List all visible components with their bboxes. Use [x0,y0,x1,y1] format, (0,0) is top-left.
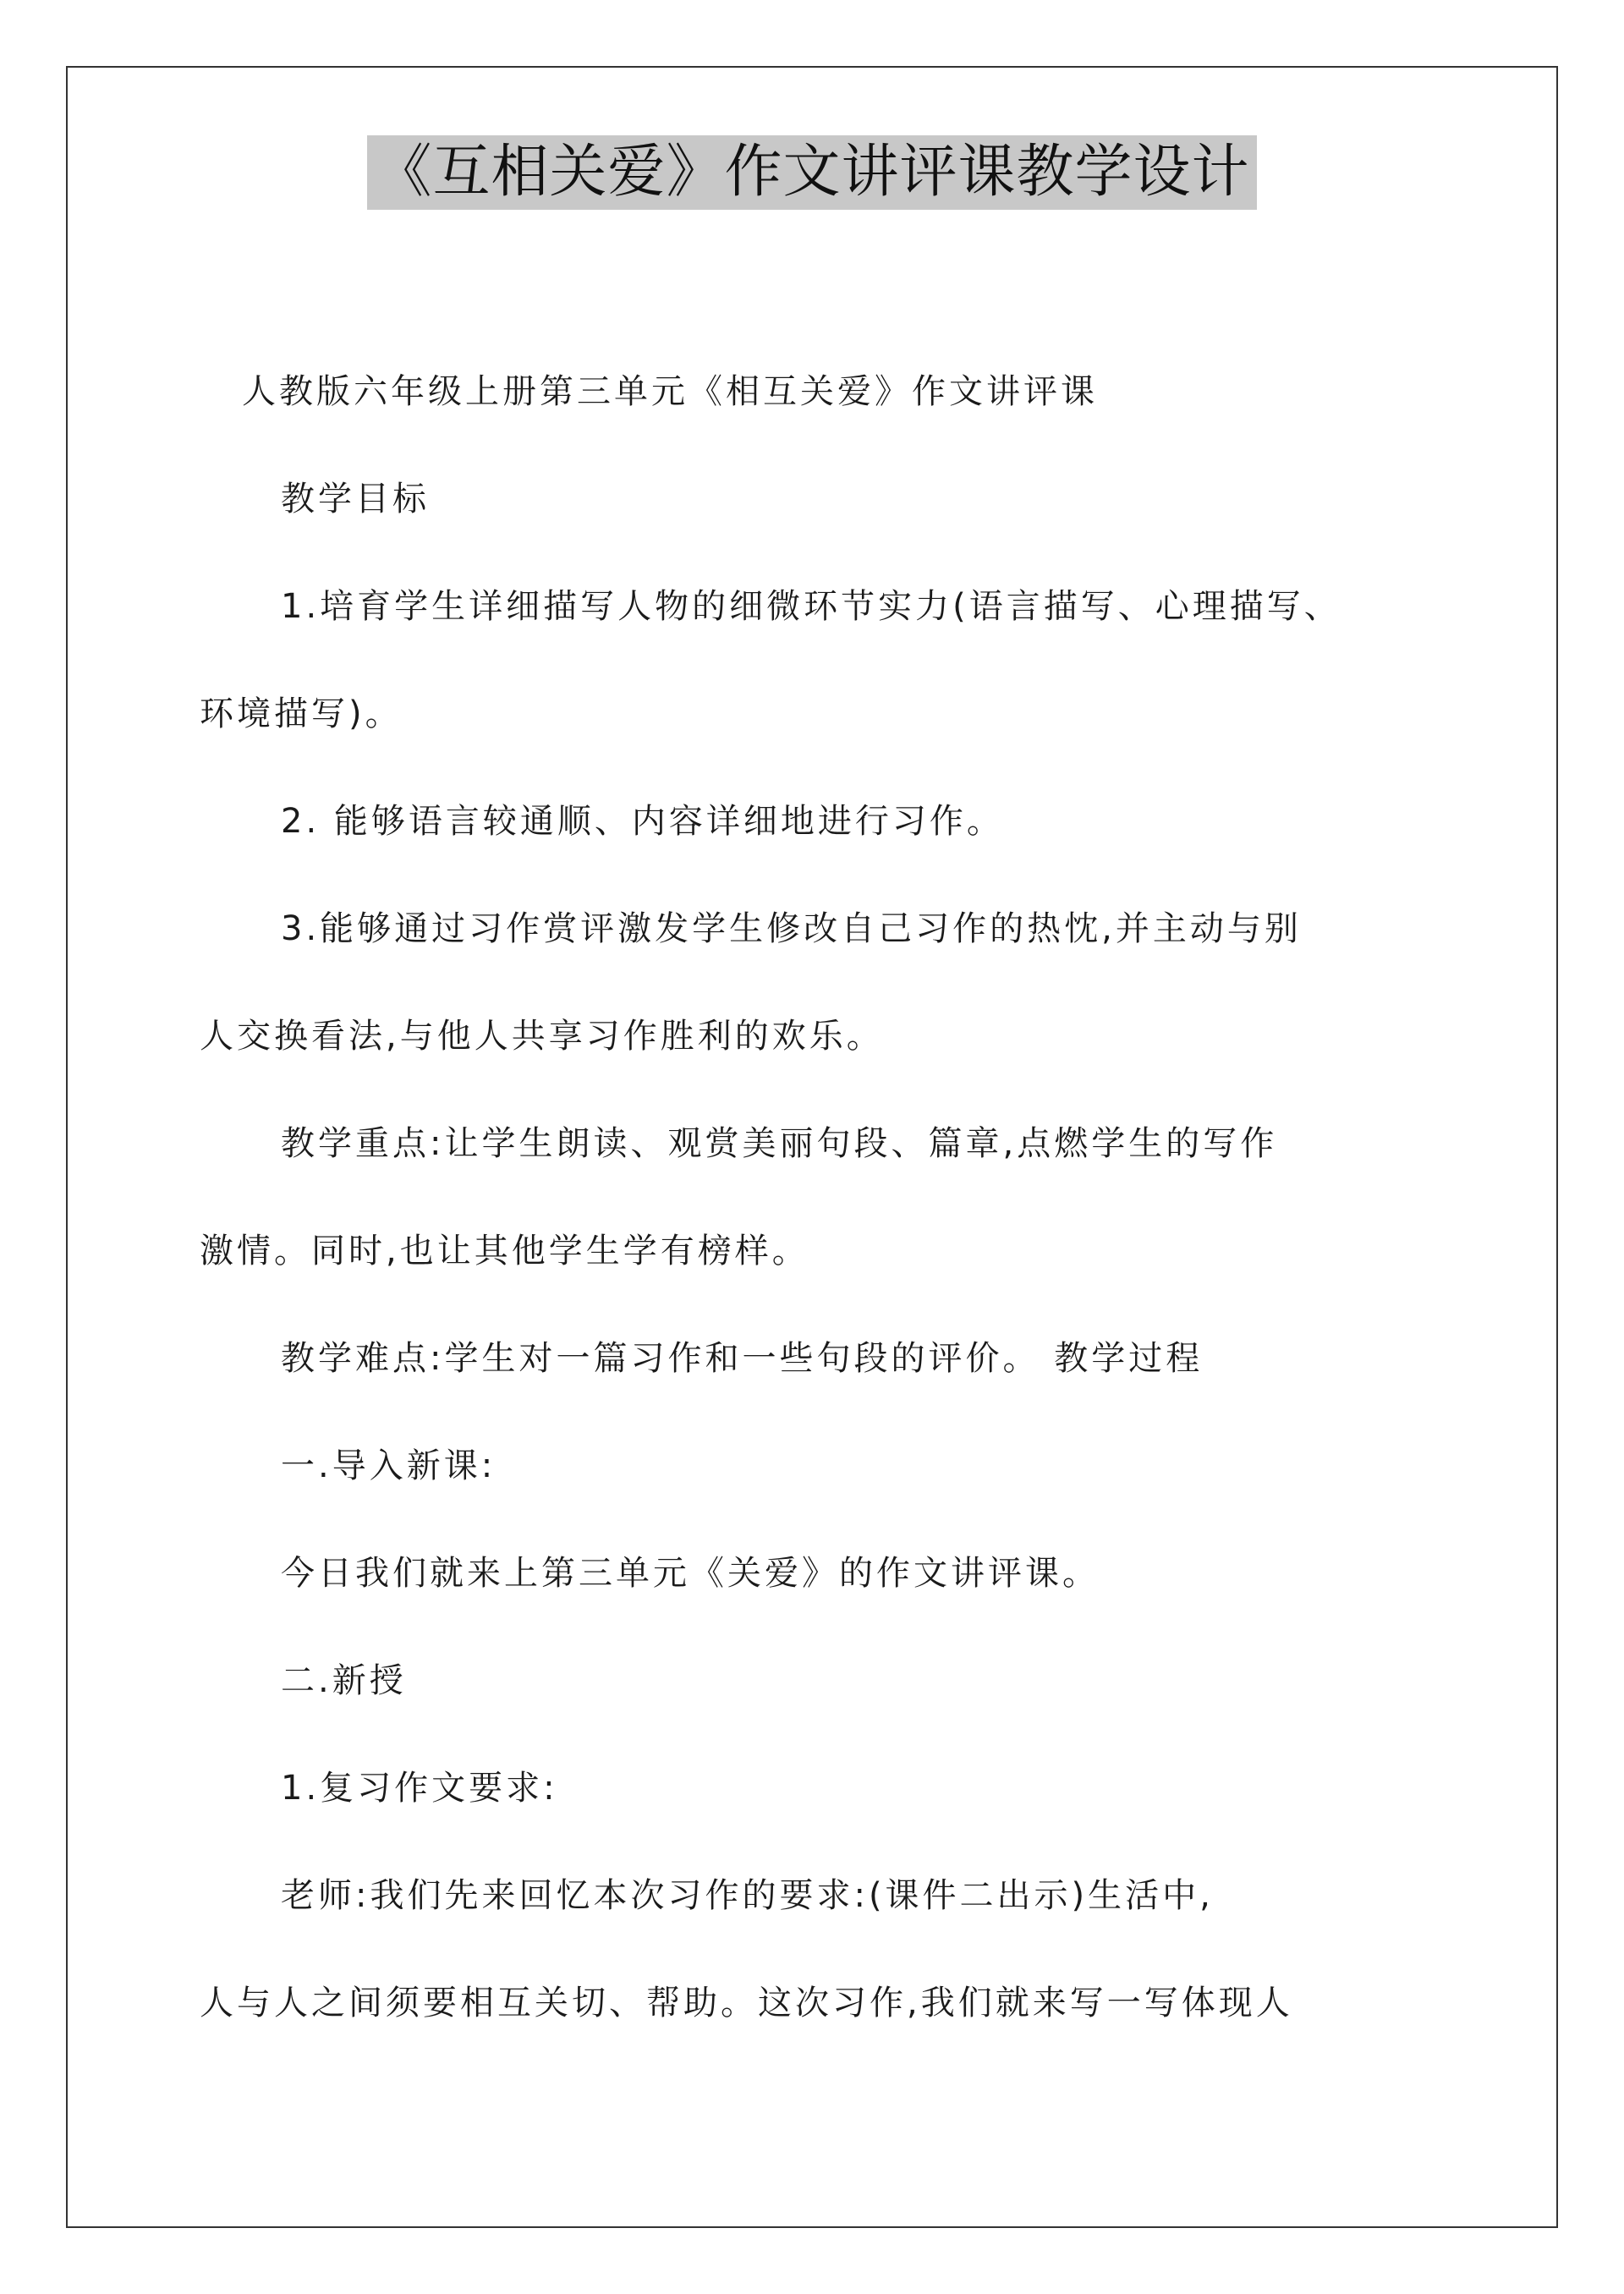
teacher-line: 老师:我们先来回忆本次习作的要求:(课件二出示)生活中, [281,1876,1214,1915]
review-heading: 1.复习作文要求: [281,1769,558,1808]
document-body [200,338,1435,2057]
teaching-focus-continued: 激情。同时,也让其他学生学有榜样。 [200,1232,809,1270]
objective-2: 2. 能够语言较通顺、内容详细地进行习作。 [281,802,1004,841]
teaching-difficulty: 教学难点:学生对一篇习作和一些句段的评价。 教学过程 [281,1339,1204,1378]
subtitle-line: 人教版六年级上册第三单元《相互关爱》作文讲评课 [242,372,1098,411]
objective-1: 1.培育学生详细描写人物的细微环节实力(语言描写、心理描写、 [281,587,1341,626]
intro-text: 今日我们就来上第三单元《关爱》的作文讲评课。 [281,1554,1100,1593]
teaching-focus: 教学重点:让学生朗读、观赏美丽句段、篇章,点燃学生的写作 [281,1124,1278,1163]
objective-1-continued: 环境描写)。 [200,694,403,733]
section-heading-intro: 一.导入新课: [281,1446,497,1485]
section-heading-new-lesson: 二.新授 [281,1661,407,1700]
section-heading-objectives: 教学目标 [281,480,430,519]
document-title: 《互相关爱》作文讲评课教学设计 [367,135,1256,210]
objective-3: 3.能够通过习作赏评激发学生修改自己习作的热忱,并主动与别 [281,909,1302,948]
title-container [0,135,1624,210]
objective-3-continued: 人交换看法,与他人共享习作胜利的欢乐。 [200,1017,884,1056]
teacher-line-continued: 人与人之间须要相互关切、帮助。这次习作,我们就来写一写体现人 [200,1984,1293,2022]
